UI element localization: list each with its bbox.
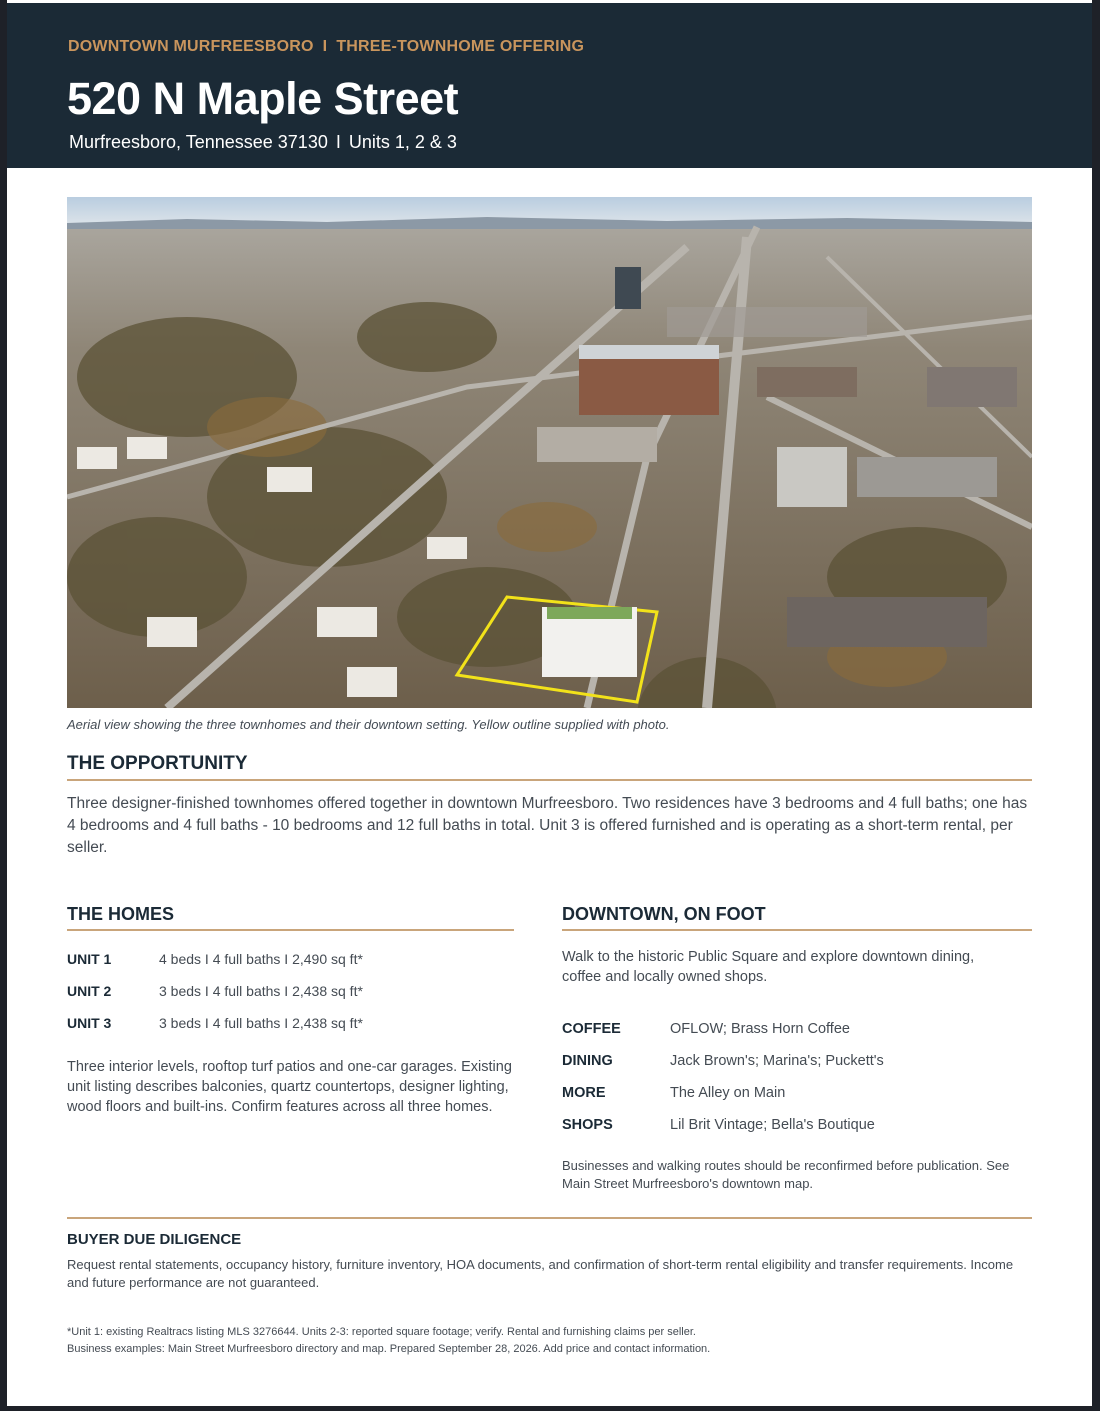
walk-row — [562, 1021, 850, 1037]
aerial-photo — [67, 197, 1032, 708]
walk-label: SHOPS — [562, 1117, 613, 1133]
downtown-intro: Walk to the historic Public Square and explore downtown dining, coffee and locally owned shops. — [562, 949, 975, 985]
unit-row — [67, 983, 363, 999]
walk-value: The Alley on Main — [670, 1085, 786, 1101]
header-banner — [7, 3, 1092, 168]
subtitle — [69, 132, 457, 153]
eyebrow-separator: I — [322, 38, 328, 55]
unit-detail: 3 beds I 4 full baths I 2,438 sq ft* — [159, 983, 363, 999]
walk-row — [562, 1117, 875, 1133]
photo-caption: Aerial view showing the three townhomes and their downtown setting. Yellow outline supplied with photo. — [67, 717, 670, 732]
eyebrow-location: DOWNTOWN MURFREESBORO — [68, 38, 314, 55]
unit-row — [67, 951, 363, 967]
unit-label: UNIT 2 — [67, 983, 112, 999]
downtown-rule — [562, 929, 1032, 931]
downtown-heading: DOWNTOWN, ON FOOT — [562, 904, 766, 924]
diligence-heading: BUYER DUE DILIGENCE — [67, 1231, 242, 1248]
diligence-text: Request rental statements, occupancy history, furniture inventory, HOA documents, and confirmation of short-term rental eligibility and transfer requirements. Income and future performance are not guaranteed. — [67, 1257, 1014, 1290]
downtown-note: Businesses and walking routes should be reconfirmed before publication. See Main Street Murfreesboro's downtown map. — [562, 1158, 1010, 1191]
unit-label: UNIT 3 — [67, 1015, 112, 1031]
unit-label: UNIT 1 — [67, 951, 112, 967]
opportunity-text: Three designer-finished townhomes offered together in downtown Murfreesboro. Two residences have 3 bedrooms and 4 full baths; one has 4 bedrooms and 4 full baths - 10 bedrooms and 12 full baths in total. Unit 3 is offered furnished and is operating as a short-term rental, per seller. — [67, 795, 1028, 856]
eyebrow — [68, 38, 584, 56]
opportunity-rule — [67, 779, 1032, 781]
homes-heading: THE HOMES — [67, 904, 175, 924]
homes-description: Three interior levels, rooftop turf patios and one-car garages. Existing unit listing describes balconies, quartz countertops, designer lighting, wood floors and built-ins. Confirm features across all three homes. — [67, 1059, 512, 1115]
page-title: 520 N Maple Street — [67, 73, 459, 124]
footnote-2: Business examples: Main Street Murfreesboro directory and map. Prepared September 28, 2026. Add price and contact information. — [67, 1343, 711, 1355]
diligence-rule — [67, 1217, 1032, 1219]
walk-label: DINING — [562, 1053, 613, 1069]
flyer-page — [7, 0, 1092, 1406]
walk-row — [562, 1085, 785, 1101]
homes-rule — [67, 929, 514, 931]
walk-label: COFFEE — [562, 1021, 621, 1037]
walk-value: Lil Brit Vintage; Bella's Boutique — [670, 1117, 875, 1133]
walk-value: Jack Brown's; Marina's; Puckett's — [670, 1053, 884, 1069]
unit-row — [67, 1015, 363, 1031]
opportunity-heading: THE OPPORTUNITY — [67, 753, 248, 774]
subtitle-city: Murfreesboro, Tennessee 37130 — [69, 132, 328, 152]
subtitle-separator: I — [335, 132, 341, 152]
walk-label: MORE — [562, 1085, 606, 1101]
unit-detail: 3 beds I 4 full baths I 2,438 sq ft* — [159, 1015, 363, 1031]
walk-row — [562, 1053, 884, 1069]
eyebrow-offering: THREE-TOWNHOME OFFERING — [336, 38, 585, 55]
unit-detail: 4 beds I 4 full baths I 2,490 sq ft* — [159, 951, 363, 967]
walk-value: OFLOW; Brass Horn Coffee — [670, 1021, 850, 1037]
subtitle-units: Units 1, 2 & 3 — [348, 132, 457, 152]
footnote-1: *Unit 1: existing Realtracs listing MLS 3276644. Units 2-3: reported square footage; verify. Rental and furnishing claims per seller. — [67, 1326, 696, 1338]
